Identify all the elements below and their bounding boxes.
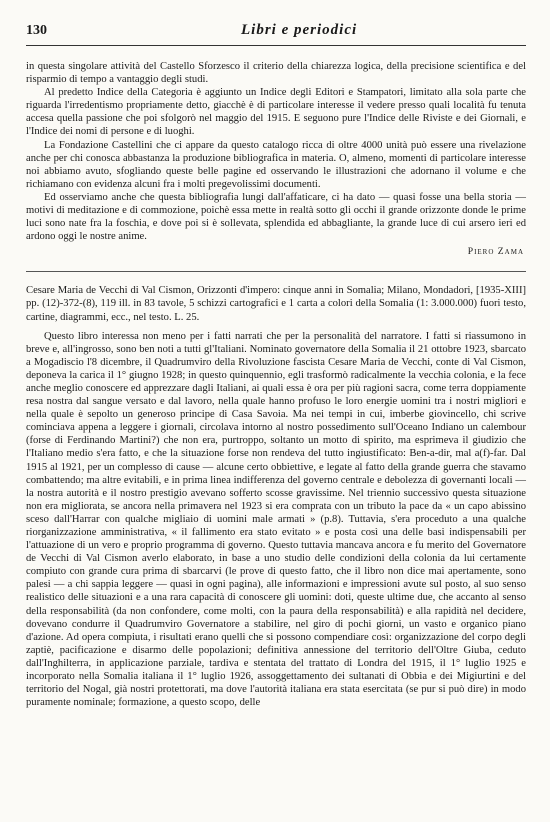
running-title: Libri e periodici (241, 22, 358, 38)
paragraph: Ed osserviamo anche che questa bibliografia lungi dall'affaticare, ci ha dato — quasi fosse una bella storia — motivi di meditazione e di commozione, poichè essa mette in realtà sotto gli occhi il grande orizzonte donde le prime luci sono nate fra la foschia, e dove poi si è sollevata, splendida ed abbagliante, la grande luce di cui arsero ieri ed ardono oggi le nostre anime. (26, 191, 526, 243)
paragraph: La Fondazione Castellini che ci appare da questo catalogo ricca di oltre 4000 unità può essere una rivelazione anche per chi conosca abbastanza la produzione bibliografica in materia. O, almeno, momenti di particolare interesse noi abbiamo avuto, sfogliando queste belle pagine ed osservando le illustrazioni che adornano il volume e che richiamano con evidenza alcuni fra i molti pregevolissimi documenti. (26, 139, 526, 190)
running-head (26, 22, 526, 42)
page-number: 130 (26, 23, 47, 38)
section-divider (26, 271, 526, 272)
review-body: Questo libro interessa non meno per i fatti narrati che per la personalità del narratore. I fatti si riassumono in breve e, all'ingrosso, sono ben noti a tutti gl'Italiani. Nominato governatore della Somalia il 21 ottobre 1923, sbarcato a Mogadiscio l'8 dicembre, il Quadrumviro della Rivoluzione fascista Cesare Maria de Vecchi, conte di Val Cismon, deponeva la carica il 1° giugno 1928; in questo quinquennio, egli trasformò radicalmente la vecchia colonia, e la fece anche meglio conoscere ed apprezzare dagli Italiani, ai quali essa è ora per più ragioni sacra, come terra doppiamente resa nostra dal sangue versato e dal lavoro, nella quale hanno profuso le loro energie uomini tra i nostri migliori e nella quale è sepolto un generoso principe di Casa Savoia. Ma nei tempi in cui, imberbe giovincello, chi scrive cominciava appena a leggere i giornali, circolava intorno al nostro possedimento sull'Oceano Indiano un calembour (forse di Ferdinando Martini?) che non era, purtroppo, soltanto un motto di spirito, ma esprimeva il giudizio che l'Italiano medio s'era fatto, e che la situazione forse non rendeva del tutto ingiustificato: Ben-a-dir, mal a(f)-far. Dal 1915 al 1921, per un complesso di cause — alcune certo obbiettive, e legate al fatto della grande guerra che stavamo combattendo; ma altre evitabili, e in prima linea indifferenza del governo centrale e debolezza di governanti locali — la nostra autorità e il nostro prestigio avevano sofferto scosse gravissime. Nel triennio successivo questa situazione non era migliorata, se ancora nella primavera nel 1923 si era comprata con un tributo la pace da « un capo abissino sceso dall'Harrar con qualche migliaio di uomini male armati » (p.8). Tuttavia, s'era proceduto a una qualche riorganizzazione amministrativa, « il fallimento era stato evitato » e posta così una delle basi indispensabili per l'attuazione di un vero e proprio programma di governo. Questo tuttavia mancava ancora e fu merito del Governatore de Vecchi di Val Cismon averlo elaborato, in base a uno studio delle condizioni della colonia da lui certamente compiuto con grande cura prima di sbarcarvi (le prove di questo fatto, che il libro non dice mai apertamente, sono palesi — a chi sappia leggere — quasi in ogni pagina), alle informazioni e impressioni avute sul posto, al suo senso realistico delle situazioni e a una rara capacità di conoscere gli uomini: doti, queste ultime due, che accanto al senso della responsabilità (da non confondere, come molti, con la paura della responsabilità) e alla rapidità nel decidere, dovevano condurre il Quadrumviro Governatore a stabilire, nel giro di pochi giorni, un vasto e organico piano d'azione. Ad opera compiuta, i risultati erano quelli che si possono compendiare così: organizzazione del corpo degli zaptiè, pacificazione e disarmo delle popolazioni; definitiva annessione del territorio dell'Oltre Giuba, ceduto dall'Inghilterra, in applicazione parziale, tardiva e stentata del trattato di Londra del 1915, il 1° luglio 1925 e incorporato nella Somalia italiana il 1° luglio 1926, assoggettamento dei sultanati di Obbia e dei Migiurtini e del territorio del Nogal, già nostri protettorati, ma dove l'autorità italiana era stata esercitata (se pur si può dire) in modo puramente nominale; formazione, a questo scopo, delle (26, 330, 526, 709)
paragraph: Al predetto Indice della Categoria è aggiunto un Indice degli Editori e Stampatori, limitato alla sola parte che riguarda l'irredentismo propriamente detto, giacchè è di particolare interesse il vedere presso quali località fu tenuta accesa quella passione che poi sfolgorò nel maggio del 1915. E seguono pure l'Indice delle Riviste e dei Giornali, e l'Indice dei nomi di persone e di luoghi. (26, 87, 526, 138)
book-citation: Cesare Maria de Vecchi di Val Cismon, Orizzonti d'impero: cinque anni in Somalia; Milano, Mondadori, [1935-XIII] pp. (12)-372-(8), 119 ill. in 83 tavole, 5 schizzi cartografici e 1 carta a colori della Somalia (1: 3.000.000) fuori testo, cartine, diagrammi, ecc., nel testo. L. 25. (26, 285, 526, 323)
paragraph: in questa singolare attività del Castello Sforzesco il criterio della chiarezza logica, della precisione scientifica e del risparmio di tempo a vantaggio degli studi. (26, 61, 526, 86)
review-signature: Piero Zama (467, 246, 524, 258)
header-rule (26, 45, 526, 46)
review-orizzonti-d-impero (26, 284, 526, 709)
review-castello-sforzesco (26, 60, 526, 257)
